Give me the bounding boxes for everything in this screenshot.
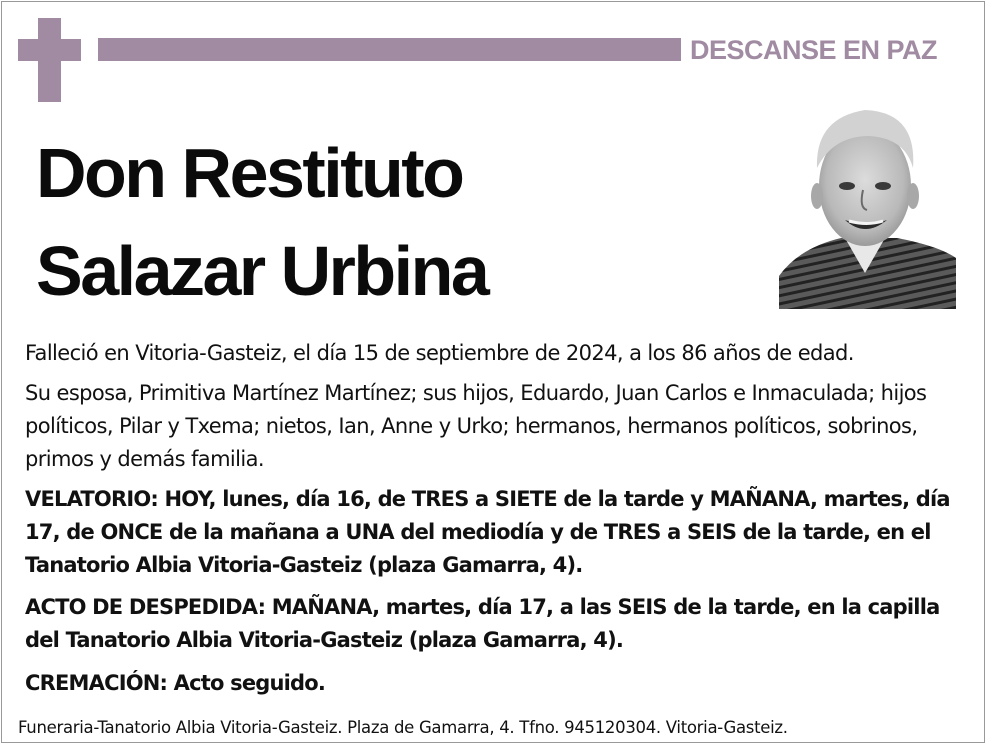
despedida-info: ACTO DE DESPEDIDA: MAÑANA, martes, día 17, a las SEIS de la tarde, en la capilla del Tanatorio Albia Vitoria-Gasteiz (plaza Gamarra, 4). <box>25 595 940 652</box>
family-list: Su esposa, Primitiva Martínez Martínez; sus hijos, Eduardo, Juan Carlos e Inmaculada; hijos políticos, Pilar y Txema; nietos, Ian, Anne y Urko; hermanos, hermanos políticos, sobrinos, primos y demás familia. <box>25 381 927 471</box>
header-rule <box>98 38 681 61</box>
funeral-home-footer: Funeraria-Tanatorio Albia Vitoria-Gasteiz. Plaza de Gamarra, 4. Tfno. 945120304. Vitoria-Gasteiz. <box>18 718 788 737</box>
deceased-name-line2: Salazar Urbina <box>36 232 488 310</box>
velatorio-info: VELATORIO: HOY, lunes, día 16, de TRES a SIETE de la tarde y MAÑANA, martes, día 17, de ONCE de la mañana a UNA del mediodía y de TRES a SEIS de la tarde, en el Tanatorio Albia Vitoria-Gasteiz (plaza Gamarra, 4). <box>25 487 950 577</box>
deceased-name-line1: Don Restituto <box>36 134 463 212</box>
cremacion-info: CREMACIÓN: Acto seguido. <box>25 671 326 695</box>
portrait-photo <box>779 98 956 309</box>
death-notice: Falleció en Vitoria-Gasteiz, el día 15 de septiembre de 2024, a los 86 años de edad. <box>25 341 854 365</box>
header-tagline: DESCANSE EN PAZ <box>690 35 938 65</box>
cross-horizontal-bar <box>18 39 81 61</box>
